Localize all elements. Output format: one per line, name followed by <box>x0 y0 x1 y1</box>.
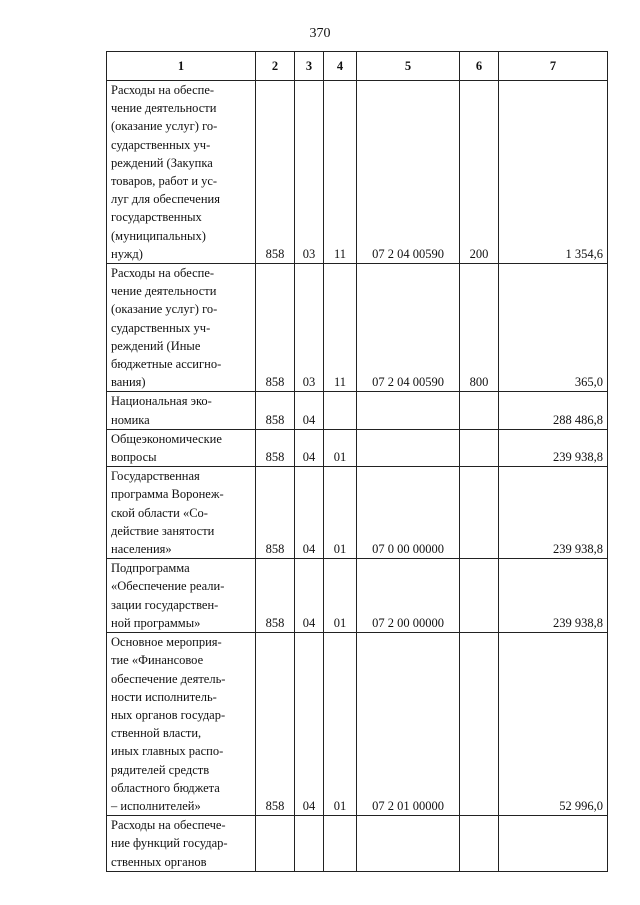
cell-expense-type <box>460 392 499 429</box>
cell-section <box>295 816 324 872</box>
page-number: 370 <box>309 26 331 41</box>
table-row <box>107 559 608 633</box>
cell-expense-type <box>460 429 499 466</box>
cell-amount: 1 354,6 <box>499 81 608 264</box>
cell-target: 07 0 00 00000 <box>357 467 460 559</box>
cell-ministry: 858 <box>256 633 295 816</box>
cell-expense-type <box>460 816 499 872</box>
cell-amount: 288 486,8 <box>499 392 608 429</box>
row-name: Государственная программа Воронеж- ской области «Со- действие занятости населения» <box>107 467 256 559</box>
column-header: 2 <box>256 52 295 81</box>
table-header-row <box>107 52 608 81</box>
table-row <box>107 633 608 816</box>
cell-target: 07 2 04 00590 <box>357 81 460 264</box>
cell-expense-type <box>460 467 499 559</box>
cell-ministry: 858 <box>256 429 295 466</box>
budget-table <box>106 51 608 872</box>
table-row <box>107 81 608 264</box>
row-name: Расходы на обеспе- чение деятельности (оказание услуг) го- сударственных уч- реждений (Закупка товаров, работ и ус- луг для обеспечения государственных (муниципальных) нужд) <box>107 81 256 264</box>
cell-target: 07 2 04 00590 <box>357 264 460 392</box>
cell-ministry: 858 <box>256 81 295 264</box>
row-name: Расходы на обеспе- чение деятельности (оказание услуг) го- сударственных уч- реждений (Иные бюджетные ассигно- вания) <box>107 264 256 392</box>
cell-ministry: 858 <box>256 392 295 429</box>
cell-target <box>357 816 460 872</box>
cell-amount: 52 996,0 <box>499 633 608 816</box>
cell-section: 03 <box>295 81 324 264</box>
table-row <box>107 816 608 872</box>
cell-amount: 365,0 <box>499 264 608 392</box>
cell-target <box>357 429 460 466</box>
table-row <box>107 467 608 559</box>
cell-subsection: 01 <box>324 429 357 466</box>
cell-amount: 239 938,8 <box>499 429 608 466</box>
cell-section: 03 <box>295 264 324 392</box>
cell-subsection: 01 <box>324 559 357 633</box>
row-name: Национальная эко- номика <box>107 392 256 429</box>
cell-subsection: 11 <box>324 81 357 264</box>
row-name: Расходы на обеспече- ние функций государ- ственных органов <box>107 816 256 872</box>
cell-section: 04 <box>295 633 324 816</box>
cell-expense-type: 200 <box>460 81 499 264</box>
cell-section: 04 <box>295 467 324 559</box>
cell-expense-type <box>460 633 499 816</box>
cell-section: 04 <box>295 559 324 633</box>
cell-expense-type <box>460 559 499 633</box>
column-header: 4 <box>324 52 357 81</box>
cell-subsection: 11 <box>324 264 357 392</box>
cell-ministry: 858 <box>256 467 295 559</box>
row-name: Основное мероприя- тие «Финансовое обеспечение деятель- ности исполнитель- ных органов государ- ственной власти, иных главных распо- рядителей средств областного бюджета – исполнителей» <box>107 633 256 816</box>
column-header: 1 <box>107 52 256 81</box>
cell-subsection <box>324 816 357 872</box>
column-header: 7 <box>499 52 608 81</box>
cell-target: 07 2 01 00000 <box>357 633 460 816</box>
table-row <box>107 392 608 429</box>
cell-subsection <box>324 392 357 429</box>
cell-expense-type: 800 <box>460 264 499 392</box>
column-header: 5 <box>357 52 460 81</box>
column-header: 6 <box>460 52 499 81</box>
cell-amount: 239 938,8 <box>499 559 608 633</box>
row-name: Подпрограмма «Обеспечение реали- зации государствен- ной программы» <box>107 559 256 633</box>
table-row <box>107 264 608 392</box>
table-row <box>107 429 608 466</box>
cell-amount <box>499 816 608 872</box>
row-name: Общеэкономические вопросы <box>107 429 256 466</box>
cell-target <box>357 392 460 429</box>
cell-section: 04 <box>295 392 324 429</box>
cell-section: 04 <box>295 429 324 466</box>
cell-target: 07 2 00 00000 <box>357 559 460 633</box>
column-header: 3 <box>295 52 324 81</box>
cell-subsection: 01 <box>324 633 357 816</box>
cell-subsection: 01 <box>324 467 357 559</box>
cell-ministry: 858 <box>256 264 295 392</box>
cell-ministry <box>256 816 295 872</box>
cell-ministry: 858 <box>256 559 295 633</box>
cell-amount: 239 938,8 <box>499 467 608 559</box>
